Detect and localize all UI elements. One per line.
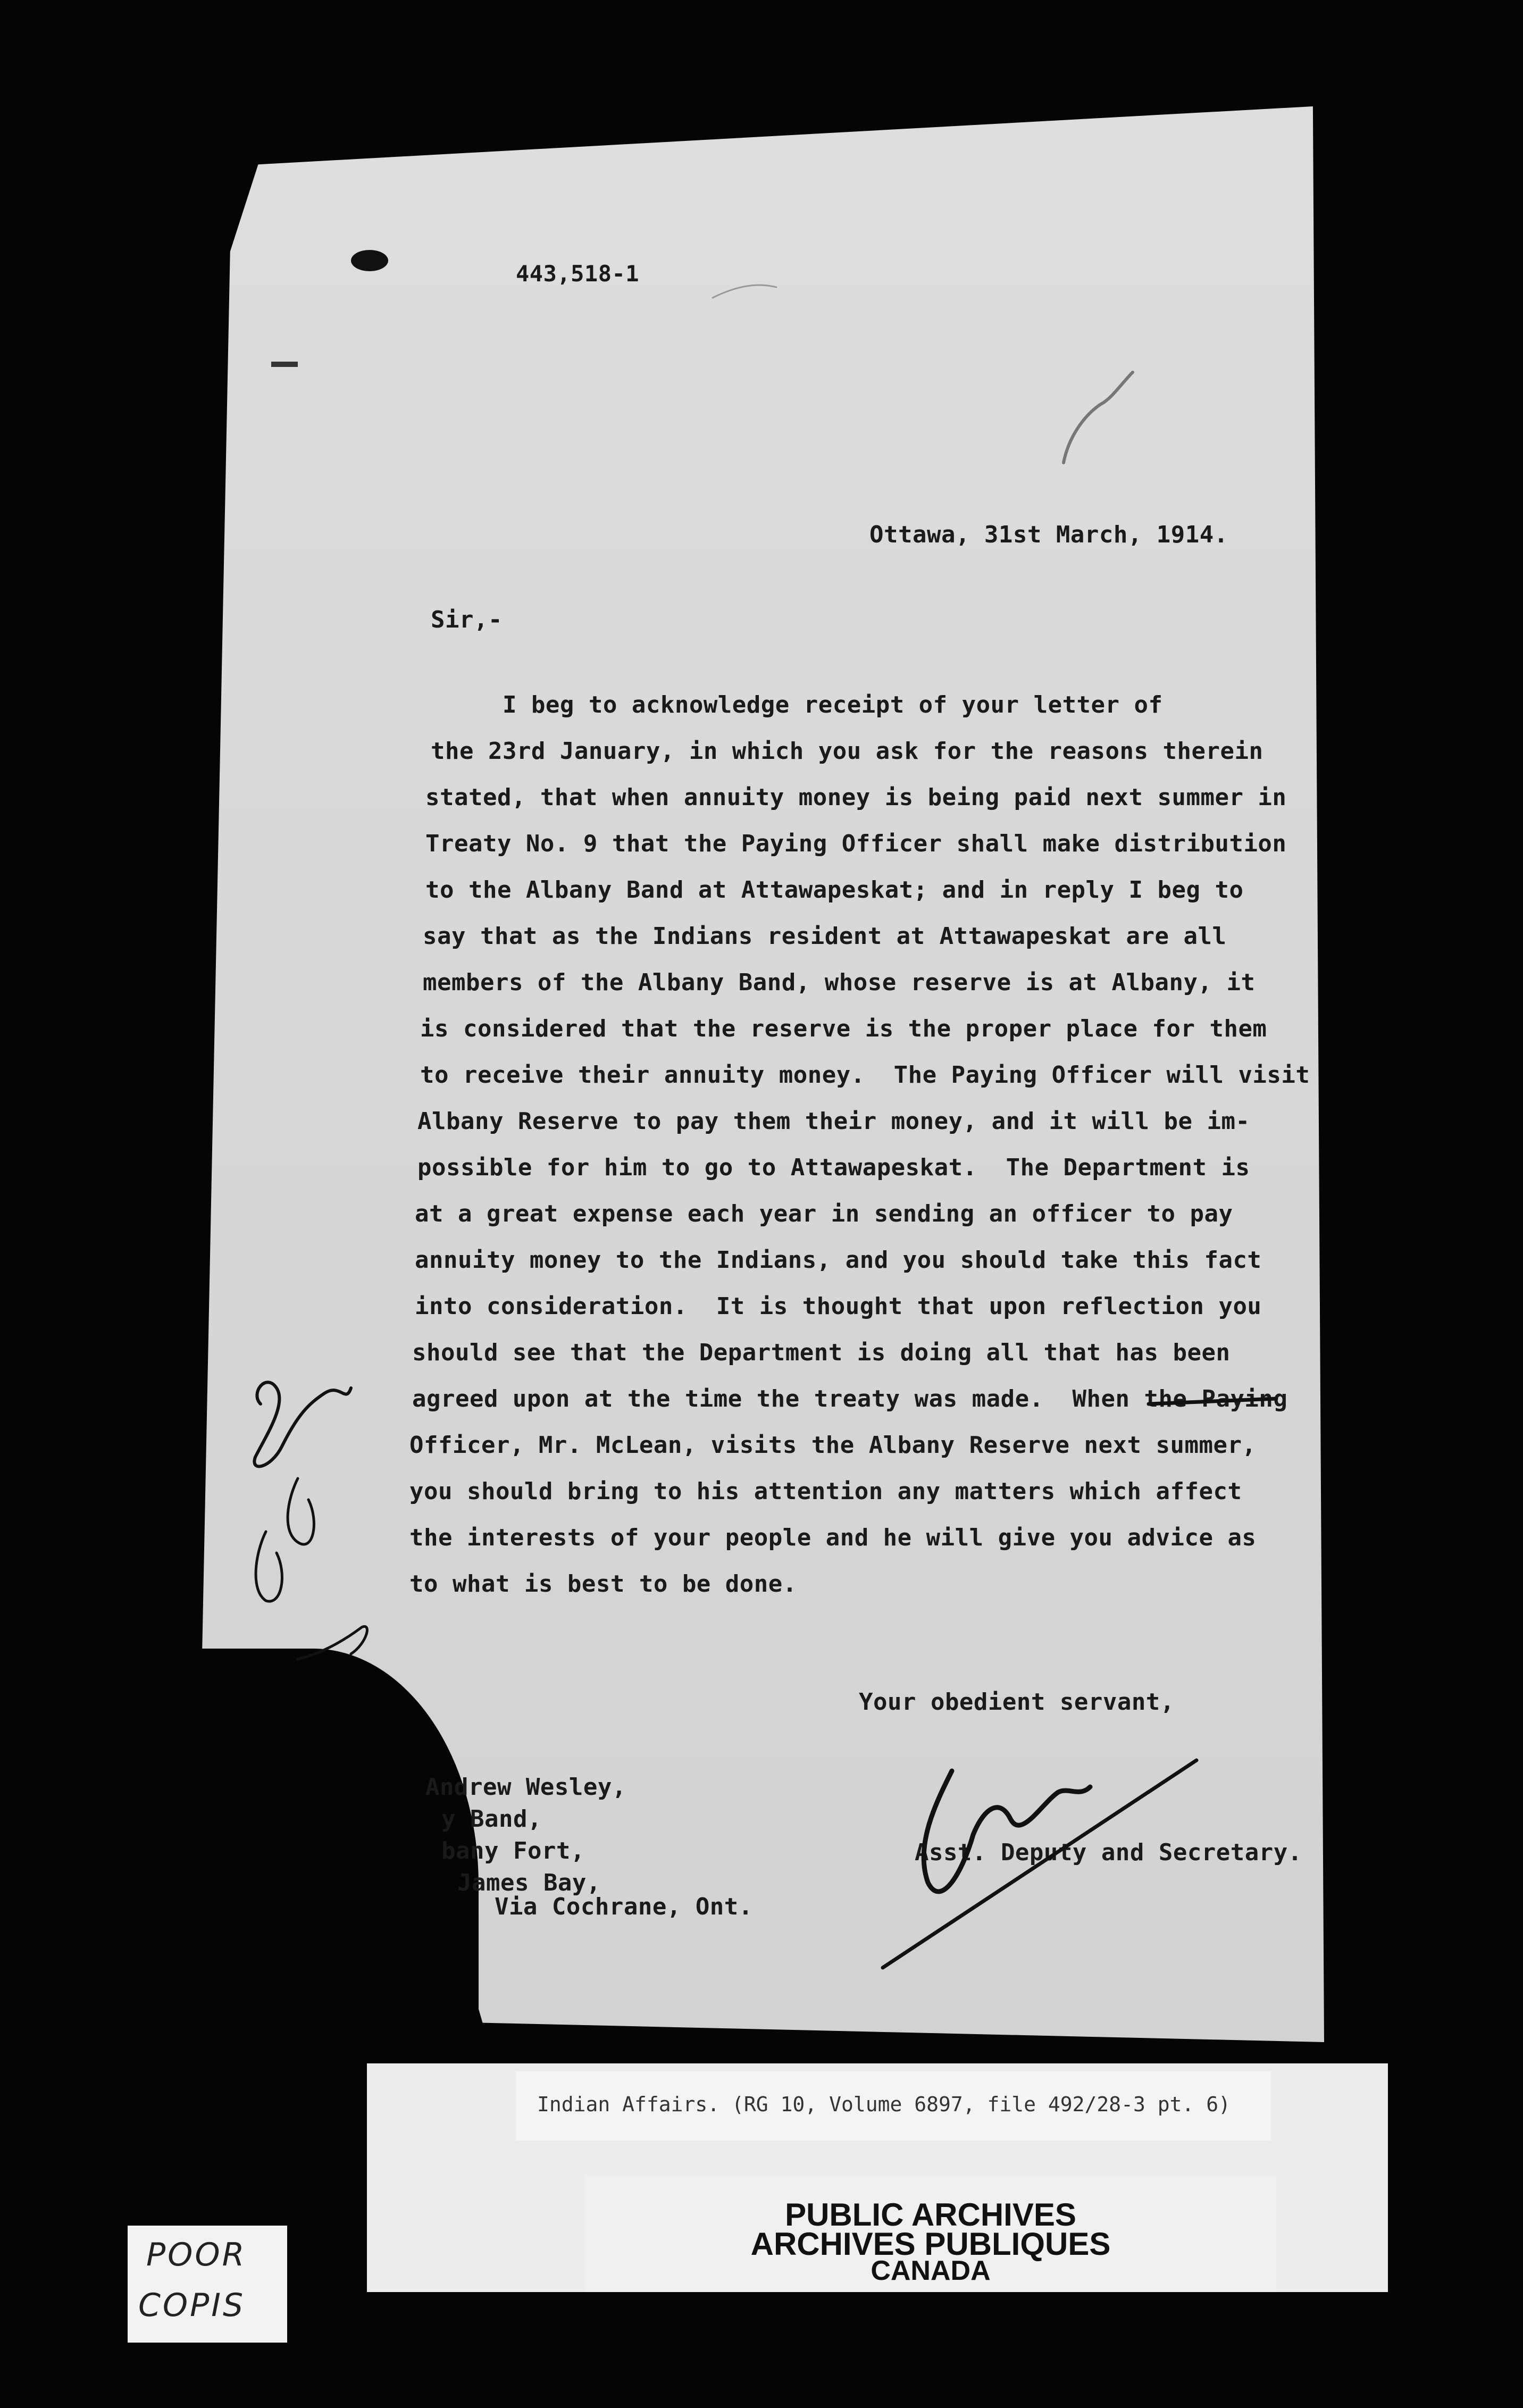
body-line: Officer, Mr. McLean, visits the Albany Reserve next summer, — [409, 1432, 1257, 1459]
address-line: bany Fort, — [441, 1837, 585, 1864]
body-line: annuity money to the Indians, and you should take this fact — [415, 1247, 1262, 1274]
address-line: y Band, — [441, 1805, 542, 1833]
body-line: members of the Albany Band, whose reserve is at Albany, it — [423, 969, 1256, 996]
ink-blot — [351, 250, 388, 271]
body-line: possible for him to go to Attawapeskat. The Department is — [417, 1154, 1250, 1181]
body-line: stated, that when annuity money is being paid next summer in — [425, 784, 1287, 811]
salutation: Sir,- — [431, 606, 503, 633]
body-line: to the Albany Band at Attawapeskat; and in reply I beg to — [425, 876, 1244, 904]
poor-copy-text: POOR — [146, 2236, 247, 2273]
margin-mark — [271, 362, 298, 367]
body-line: I beg to acknowledge receipt of your letter of — [431, 691, 1163, 718]
stamp-line: PUBLIC ARCHIVES — [785, 2197, 1076, 2233]
body-line: to receive their annuity money. The Paying Officer will visit — [420, 1061, 1310, 1089]
body-line: agreed upon at the time the treaty was made. When the Paying — [412, 1385, 1288, 1412]
body-line: to what is best to be done. — [409, 1570, 797, 1598]
archive-reference: Indian Affairs. (RG 10, Volume 6897, file 492/28-3 pt. 6) — [537, 2093, 1231, 2116]
address-line: Andrew Wesley, — [425, 1774, 626, 1801]
body-line: into consideration. It is thought that upon reflection you — [415, 1293, 1262, 1320]
file-number: 443,518-1 — [516, 261, 640, 287]
body-line: you should bring to his attention any matters which affect — [409, 1478, 1242, 1505]
body-line: Albany Reserve to pay them their money, and it will be im- — [417, 1108, 1250, 1135]
body-line: the interests of your people and he will give you advice as — [409, 1524, 1257, 1551]
address-line: James Bay, — [457, 1869, 601, 1896]
body-line: say that as the Indians resident at Attawapeskat are all — [423, 923, 1227, 950]
place-date: Ottawa, 31st March, 1914. — [869, 521, 1228, 548]
address-line: Via Cochrane, Ont. — [423, 1893, 753, 1920]
stamp-line: ARCHIVES PUBLIQUES — [750, 2226, 1111, 2262]
body-line: should see that the Department is doing all that has been — [412, 1339, 1231, 1366]
body-line: the 23rd January, in which you ask for the reasons therein — [431, 738, 1263, 765]
body-line: Treaty No. 9 that the Paying Officer shall make distribution — [425, 830, 1287, 857]
body-line: is considered that the reserve is the proper place for them — [420, 1015, 1267, 1042]
closing: Your obedient servant, — [859, 1688, 1175, 1716]
signer-title: Asst. Deputy and Secretary. — [915, 1839, 1302, 1866]
body-line: at a great expense each year in sending an officer to pay — [415, 1200, 1233, 1227]
stamp-line: CANADA — [871, 2255, 991, 2286]
poor-copy-text: COPIS — [138, 2287, 246, 2324]
